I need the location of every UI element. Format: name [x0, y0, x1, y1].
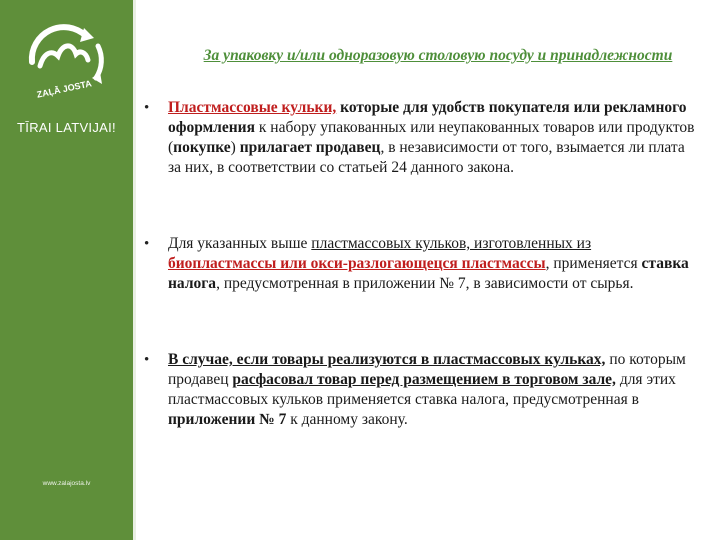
sidebar [0, 0, 133, 540]
bullet-item [138, 350, 708, 430]
bullet-text: Пластмассовые кульки, которые для удобств покупателя или рекламного оформления к набору упакованных или неупакованных товаров или продуктов (покупке) прилагает продавец, в независимости от того, взымается ли плата за них, в соответствии со статьей 24 данного закона. [168, 99, 695, 176]
slogan: TĪRAI LATVIJAI! [17, 120, 116, 135]
sidebar-divider [133, 0, 136, 540]
bullet-text: Для указанных выше пластмассовых кульков, изготовленных из биопластмассы или окси-разлогающецся пластмассы, применяется ставка налога, предусмотренная в приложении № 7, в зависимости от сырья. [168, 235, 689, 292]
website-link[interactable]: www.zalajosta.lv [42, 480, 91, 487]
bullet-text: В случае, если товары реализуются в пластмассовых кульках, по которым продавец расфасовал товар перед размещением в торговом зале, для этих пластмассовых кульков применяется ставка налога, предусмотренная в приложении № 7 к данному закону. [168, 351, 686, 428]
bullet-icon: • [144, 352, 150, 368]
bullet-item [138, 234, 708, 294]
zala-josta-logo-icon [14, 22, 114, 100]
bullet-icon: • [144, 236, 150, 252]
bullet-item [138, 98, 708, 178]
slide-title: За упаковку и/или одноразовую столовую посуду и принадлежности [203, 47, 673, 64]
bullet-icon: • [144, 100, 150, 116]
logo-text: ZAĻĀ JOSTA [35, 78, 93, 100]
slide-content [138, 0, 720, 540]
